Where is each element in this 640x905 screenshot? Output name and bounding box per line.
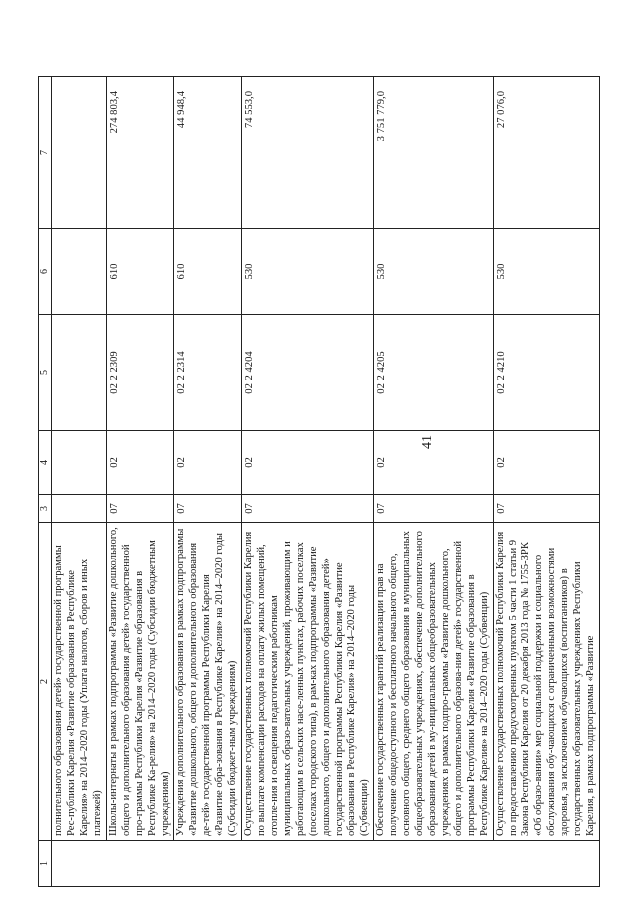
column-header: 3 bbox=[39, 495, 52, 523]
budget-table bbox=[38, 76, 600, 887]
column-header: 7 bbox=[39, 77, 52, 229]
target-article-code: 02 2 2309 bbox=[106, 315, 174, 431]
section-code bbox=[52, 495, 107, 523]
section-code: 07 bbox=[374, 495, 493, 523]
section-code: 07 bbox=[493, 495, 599, 523]
target-article-code: 02 2 4210 bbox=[493, 315, 599, 431]
column-header: 5 bbox=[39, 315, 52, 431]
table-row bbox=[493, 77, 599, 887]
table-header-row bbox=[39, 77, 52, 887]
page-number: 41 bbox=[420, 435, 435, 449]
section-code: 07 bbox=[242, 495, 374, 523]
expense-type-code: 530 bbox=[493, 229, 599, 315]
table-row bbox=[174, 77, 242, 887]
column-header: 6 bbox=[39, 229, 52, 315]
amount: 74 553,0 bbox=[242, 77, 374, 229]
table-row bbox=[52, 77, 107, 887]
expense-type-code: 610 bbox=[174, 229, 242, 315]
target-article-code: 02 2 2314 bbox=[174, 315, 242, 431]
amount: 27 076,0 bbox=[493, 77, 599, 229]
row-description: Учреждения дополнительного образования в рамках подпрограммы «Развитие дошкольного, общего и дополнительного образования де-тей» государственной программы Республики Карелия «Развитие обра-зования в Республике Карелия» на 2014–2020 годы (Субсидии бюджет-ным учреждениям) bbox=[174, 523, 242, 841]
target-article-code: 02 2 4204 bbox=[242, 315, 374, 431]
budget-table-container bbox=[38, 77, 606, 887]
subsection-code: 02 bbox=[374, 431, 493, 495]
amount: 3 751 779,0 bbox=[374, 77, 493, 229]
expense-type-code: 610 bbox=[106, 229, 174, 315]
amount: 274 803,4 bbox=[106, 77, 174, 229]
target-article-code: 02 2 4205 bbox=[374, 315, 493, 431]
subsection-code: 02 bbox=[174, 431, 242, 495]
expense-type-code: 530 bbox=[242, 229, 374, 315]
row-description: полнительного образования детей» государственной программы Рес-публики Карелия «Развитие образования в Республике Карелия» на 2014–2020 годы (Уплата налогов, сборов и иных платежей) bbox=[52, 523, 107, 841]
target-article-code bbox=[52, 315, 107, 431]
section-code: 07 bbox=[174, 495, 242, 523]
subsection-code: 02 bbox=[493, 431, 599, 495]
row-description: Школы-интернаты в рамках подпрограммы «Развитие дошкольного, общего и дополнительного образования детей» государственной про-граммы Республики Карелия «Развитие образования в Республике Ка-релия» на 2014–2020 годы (Субсидии бюджетным учреждениям) bbox=[106, 523, 174, 841]
subsection-code: 02 bbox=[242, 431, 374, 495]
subsection-code: 02 bbox=[106, 431, 174, 495]
column-header: 1 bbox=[39, 841, 52, 887]
subsection-code bbox=[52, 431, 107, 495]
column-header: 4 bbox=[39, 431, 52, 495]
row-description: Обеспечение государственных гарантий реализации прав на получение общедоступного и бесплатного начального общего, основного общего, среднего общего образования в муниципальных общеобразовательных учреждениях, обеспечение дополнительного образования детей в му-ниципальных общеобразовательных учреждениях в рамках подпро-граммы «Развитие дошкольного, общего и дополнительного образова-ния детей» государственной программы Республики Карелия «Развитие образования в Республике Карелия» на 2014–2020 годы (Субвенции) bbox=[374, 523, 493, 841]
table-row bbox=[374, 77, 493, 887]
table-row bbox=[242, 77, 374, 887]
amount: 44 948,4 bbox=[174, 77, 242, 229]
expense-type-code bbox=[52, 229, 107, 315]
expense-type-code: 530 bbox=[374, 229, 493, 315]
table-row bbox=[106, 77, 174, 887]
amount bbox=[52, 77, 107, 229]
row-description: Осуществление государственных полномочий Республики Карелия по выплате компенсации расходов на оплату жилых помещений, отопле-ния и освещения педагогическим работникам муниципальных образо-вательных учреждений, проживающим и работающим в сельских насе-ленных пунктах, рабочих поселках (поселках городского типа), в рам-ках подпрограммы «Развитие дошкольного, общего и дополнительного образования детей» государственной программы Республики Карелия «Развитие образования в Республике Карелия» на 2014–2020 годы (Субвенции) bbox=[242, 523, 374, 841]
row-number-cell bbox=[52, 841, 600, 887]
section-code: 07 bbox=[106, 495, 174, 523]
row-description: Осуществление государственных полномочий Республики Карелия по предоставлению предусмотренных пунктом 5 части 1 статьи 9 Закона Республики Карелия от 20 декабря 2013 года № 1755-ЗРК «Об образо-вании» мер социальной поддержки и социального обслуживания обу-чающихся с ограниченными возможностями здоровья, за исключением обучающихся (воспитанников) в государственных образовательных учреждениях Республики Карелия, в рамках подпрограммы «Развитие bbox=[493, 523, 599, 841]
column-header: 2 bbox=[39, 523, 52, 841]
